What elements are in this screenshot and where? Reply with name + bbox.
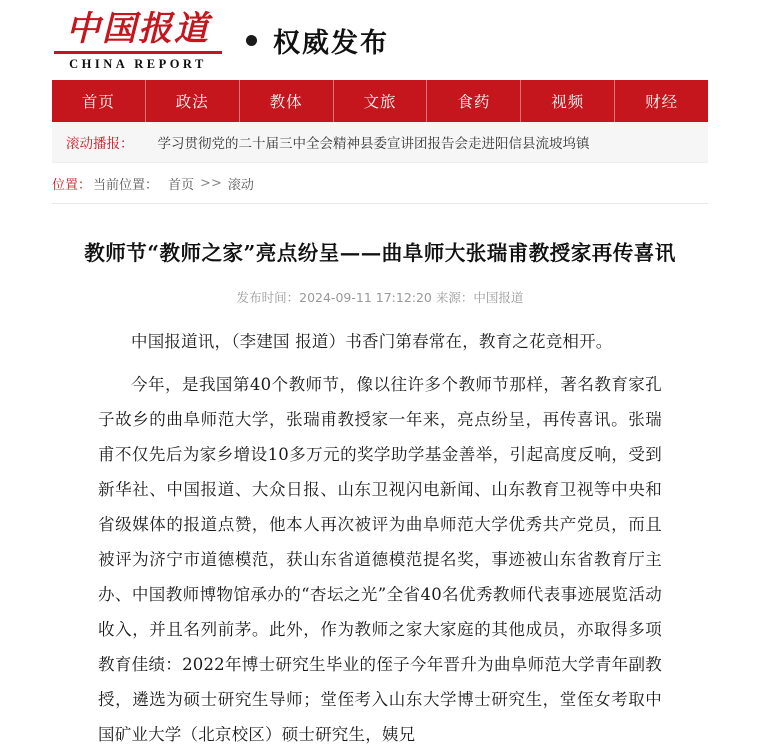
nav-item-politics-law[interactable]: 政法	[146, 80, 240, 122]
dot-icon	[246, 35, 257, 46]
masthead-title: 权威发布	[273, 27, 389, 59]
article-body	[52, 324, 708, 752]
breadcrumb	[52, 163, 708, 204]
site-logo[interactable]	[52, 9, 224, 72]
article	[52, 204, 708, 752]
logo-divider	[54, 51, 222, 54]
nav-item-finance[interactable]: 财经	[645, 93, 679, 111]
nav-item-video[interactable]: 视频	[521, 80, 615, 122]
logo-english-text: CHINA REPORT	[69, 56, 207, 71]
article-paragraph: 中国报道讯，（李建国 报道）书香门第春常在，教育之花竞相开。	[131, 332, 613, 351]
nav-item-home[interactable]: 首页	[52, 80, 146, 122]
masthead	[0, 0, 760, 74]
nav-item-culture-tourism[interactable]: 文旅	[334, 80, 428, 122]
article-title: 教师节“教师之家”亮点纷呈——曲阜师大张瑞甫教授家再传喜讯	[84, 241, 676, 265]
article-meta: 发布时间：2024-09-11 17:12:20 来源：中国报道	[236, 290, 524, 305]
breadcrumb-container	[52, 162, 708, 204]
rolling-broadcast-bar	[52, 122, 708, 162]
nav-item-education-sports[interactable]: 教体	[240, 80, 334, 122]
logo-chinese-text: 中国报道	[66, 8, 210, 49]
article-paragraph: 今年，是我国第40个教师节，像以往许多个教师节那样，著名教育家孔子故乡的曲阜师范大学，张瑞甫教授家一年来，亮点纷呈，再传喜讯。张瑞甫不仅先后为家乡增设10多万元的奖学助学基金善举，引起高度反响，受到新华社、中国报道、大众日报、山东卫视闪电新闻、山东教育卫视等中央和省级媒体的报道点赞，他本人再次被评为曲阜师范大学优秀共产党员，而且被评为济宁市道德模范，获山东省道德模范提名奖，事迹被山东省教育厅主办、中国教师博物馆承办的“杏坛之光”全省40名优秀教师代表事迹展览活动收入，并且名列前茅。此外，作为教师之家大家庭的其他成员，亦取得多项教育佳绩：2022年博士研究生毕业的侄子今年晋升为曲阜师范大学青年副教授，遴选为硕士研究生导师；堂侄考入山东大学博士研究生，堂侄女考取中国矿业大学（北京校区）硕士研究生，姨兄	[98, 375, 662, 744]
breadcrumb-item-home[interactable]: 首页	[168, 177, 195, 193]
breadcrumb-current-label: 当前位置：	[93, 177, 159, 193]
nav-item-food-drug[interactable]: 食药	[427, 80, 521, 122]
breadcrumb-item-section[interactable]: 滚动	[227, 177, 254, 193]
rolling-broadcast-label: 滚动播报：	[66, 136, 134, 152]
breadcrumb-separator: >>	[200, 175, 222, 191]
rolling-broadcast-headline[interactable]: 学习贯彻党的二十届三中全会精神县委宣讲团报告会走进阳信县流坡坞镇	[157, 136, 590, 152]
main-navigation	[52, 80, 708, 122]
breadcrumb-label: 位置：	[52, 177, 92, 193]
